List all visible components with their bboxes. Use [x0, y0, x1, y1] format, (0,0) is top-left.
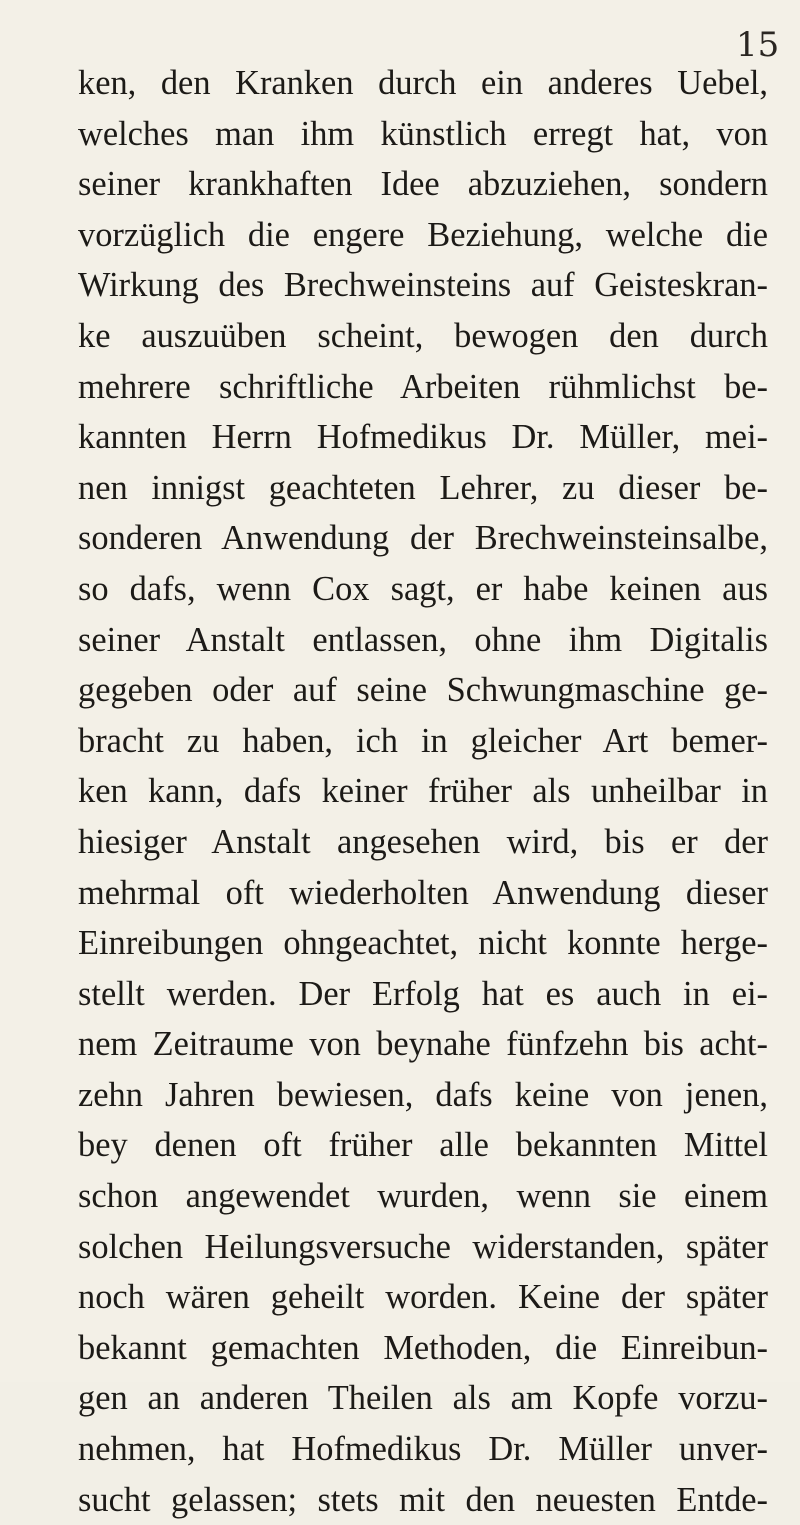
text-line: sucht gelassen; stets mit den neuesten Entde-	[78, 1480, 768, 1519]
text-line: bey denen oft früher alle bekannten Mittel	[78, 1126, 768, 1165]
text-line: so dafs, wenn Cox sagt, er habe keinen aus	[78, 569, 768, 608]
text-line: ken kann, dafs keiner früher als unheilbar in	[78, 772, 768, 811]
text-line: vorzüglich die engere Beziehung, welche die	[78, 215, 768, 254]
text-line: mehrmal oft wiederholten Anwendung dieser	[78, 873, 768, 912]
text-line: ke auszuüben scheint, bewogen den durch	[78, 316, 768, 355]
text-line: ken, den Kranken durch ein anderes Uebel,	[78, 64, 768, 102]
text-line: gegeben oder auf seine Schwungmaschine ge-	[78, 671, 768, 710]
text-line: nehmen, hat Hofmedikus Dr. Müller unver-	[78, 1430, 768, 1469]
text-line: gen an anderen Theilen als am Kopfe vorzu-	[78, 1379, 768, 1418]
text-line: solchen Heilungsversuche widerstanden, später	[78, 1227, 768, 1266]
text-line: zehn Jahren bewiesen, dafs keine von jenen,	[78, 1075, 768, 1114]
text-line: noch wären geheilt worden. Keine der später	[78, 1278, 768, 1317]
text-line: kannten Herrn Hofmedikus Dr. Müller, mei-	[78, 418, 768, 457]
text-line: hiesiger Anstalt angesehen wird, bis er der	[78, 822, 768, 861]
text-line: seiner krankhaften Idee abzuziehen, sondern	[78, 165, 768, 204]
body-text	[78, 58, 768, 1525]
page-number: 15	[736, 25, 780, 65]
text-line: nem Zeitraume von beynahe fünfzehn bis acht-	[78, 1025, 768, 1064]
text-line: stellt werden. Der Erfolg hat es auch in ei-	[78, 974, 768, 1013]
text-line: sonderen Anwendung der Brechweinsteinsalbe,	[78, 519, 768, 558]
text-line: bracht zu haben, ich in gleicher Art bemer-	[78, 721, 768, 760]
text-line: Einreibungen ohngeachtet, nicht konnte herge-	[78, 924, 768, 963]
text-line: seiner Anstalt entlassen, ohne ihm Digitalis	[78, 620, 768, 659]
text-line: schon angewendet wurden, wenn sie einem	[78, 1177, 768, 1216]
text-line: Wirkung des Brechweinsteins auf Geisteskran-	[78, 266, 768, 305]
text-line: nen innigst geachteten Lehrer, zu dieser be-	[78, 468, 768, 507]
text-line: mehrere schriftliche Arbeiten rühmlichst be-	[78, 367, 768, 406]
text-line: bekannt gemachten Methoden, die Einreibun-	[78, 1328, 768, 1367]
text-line: welches man ihm künstlich erregt hat, von	[78, 114, 768, 153]
